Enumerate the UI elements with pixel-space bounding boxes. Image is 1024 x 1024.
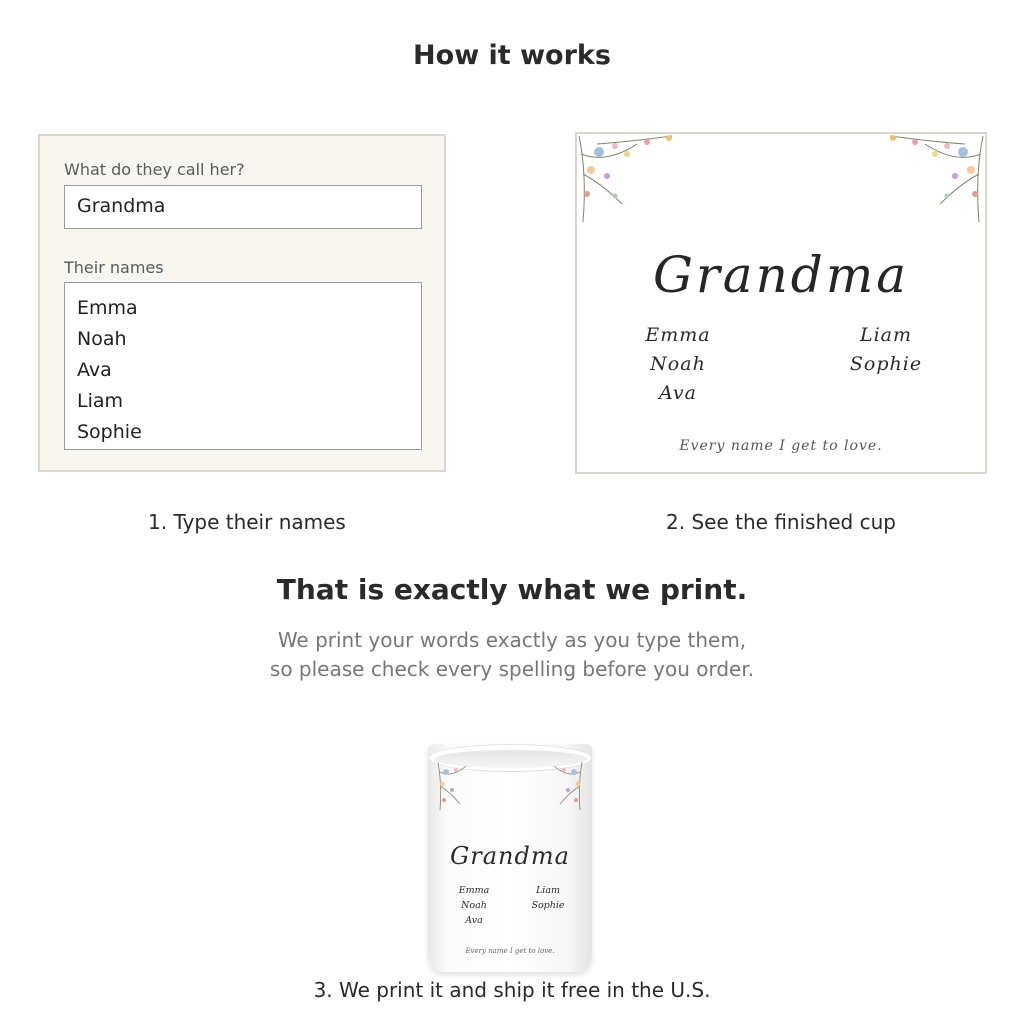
mug-image (428, 744, 592, 972)
preview-names-left (615, 321, 741, 408)
names-field-label: Their names (64, 258, 164, 277)
mug-name: Emma (458, 885, 490, 896)
names-line: Ava (77, 359, 112, 381)
name-input[interactable]: Grandma (64, 185, 422, 229)
preview-name: Sophie (849, 353, 923, 375)
preview-name: Noah (650, 353, 706, 375)
names-line: Liam (77, 390, 124, 412)
cup-preview (575, 132, 987, 474)
names-line: Sophie (77, 421, 142, 443)
subtext-line-2: so please check every spelling before you order. (269, 657, 755, 681)
floral-corner-icon (875, 134, 985, 224)
floral-corner-icon (577, 134, 687, 224)
mug-names-right (522, 883, 574, 913)
subtext-line-1: We print your words exactly as you type them, (277, 628, 747, 652)
headline: That is exactly what we print. (276, 573, 748, 606)
step-1-caption: 1. Type their names (148, 510, 346, 534)
page-title: How it works (413, 40, 611, 71)
mug-name: Sophie (531, 900, 565, 911)
mug-name: Liam (535, 885, 561, 896)
mug-name: Ava (465, 915, 483, 926)
names-line: Emma (77, 297, 138, 319)
name-field-label: What do they call her? (64, 160, 245, 179)
step-2-caption: 2. See the finished cup (666, 510, 896, 534)
preview-names-right (823, 321, 949, 379)
floral-corner-icon (548, 760, 588, 812)
names-line: Noah (77, 328, 127, 350)
mug-title: Grandma (450, 842, 570, 870)
floral-corner-icon (432, 760, 472, 812)
preview-tagline: Every name I get to love. (679, 438, 883, 454)
preview-name: Ava (658, 382, 697, 404)
preview-title: Grandma (652, 246, 910, 304)
mug-tagline: Every name I get to love. (465, 947, 555, 955)
mug-name: Noah (461, 900, 487, 911)
preview-name: Emma (645, 324, 711, 346)
name-entry-form (38, 134, 446, 472)
step-3-caption: 3. We print it and ship it free in the U.S. (313, 978, 711, 1002)
preview-name: Liam (859, 324, 913, 346)
mug-names-left (448, 883, 500, 928)
names-textarea[interactable] (64, 282, 422, 450)
